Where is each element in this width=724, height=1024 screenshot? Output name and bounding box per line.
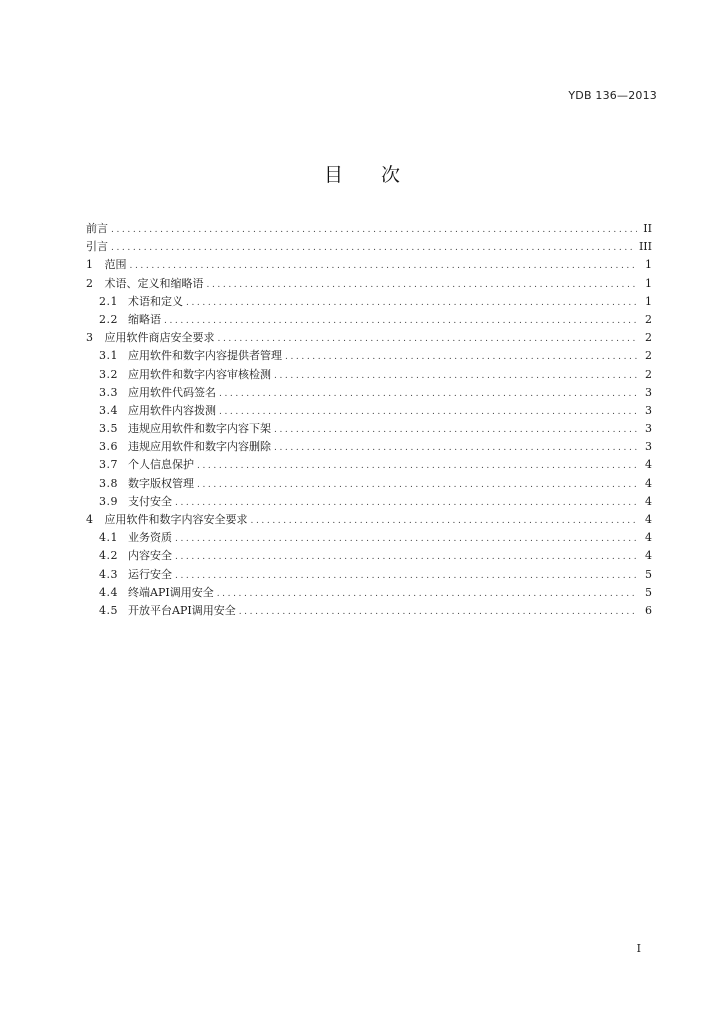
toc-entry[interactable] bbox=[86, 329, 652, 347]
toc-entry-page: 2 bbox=[645, 331, 652, 345]
toc-entry-label: 违规应用软件和数字内容下架 bbox=[128, 422, 271, 436]
toc-entry-label: 缩略语 bbox=[128, 312, 161, 326]
toc-dot-leader bbox=[164, 312, 638, 330]
toc-dot-leader bbox=[219, 385, 638, 403]
toc-entry[interactable] bbox=[86, 384, 652, 402]
toc-dot-leader bbox=[175, 494, 638, 512]
toc-entry[interactable] bbox=[86, 511, 652, 529]
toc-entry-page: 1 bbox=[645, 276, 652, 290]
toc-entry-number: 3.7 bbox=[99, 458, 118, 472]
toc-entry[interactable] bbox=[86, 475, 652, 493]
toc-entry-page: 1 bbox=[645, 258, 652, 272]
toc-entry-number: 3.3 bbox=[99, 385, 118, 399]
toc-entry-page: 3 bbox=[645, 385, 652, 399]
toc-entry-number: 3 bbox=[86, 331, 94, 345]
toc-entry-label: 范围 bbox=[104, 258, 127, 272]
toc-dot-leader bbox=[274, 421, 638, 439]
toc-entry[interactable] bbox=[86, 602, 652, 620]
toc-dot-leader bbox=[217, 585, 638, 603]
toc-entry-page: 3 bbox=[645, 422, 652, 436]
toc-entry[interactable] bbox=[86, 293, 652, 311]
toc-entry-page: 2 bbox=[645, 312, 652, 326]
toc-entry-label: 应用软件代码签名 bbox=[128, 385, 216, 399]
toc-entry-number: 4.2 bbox=[99, 549, 118, 563]
toc-entry[interactable] bbox=[86, 256, 652, 274]
toc-entry-label: 业务资质 bbox=[128, 531, 172, 545]
document-code: YDB 136—2013 bbox=[568, 89, 657, 102]
toc-dot-leader bbox=[175, 530, 638, 548]
toc-entry[interactable] bbox=[86, 347, 652, 365]
toc-entry-label: 应用软件和数字内容安全要求 bbox=[104, 513, 248, 526]
toc-dot-leader bbox=[130, 257, 639, 275]
toc-entry-page: 4 bbox=[645, 494, 652, 508]
toc-entry-number: 3.5 bbox=[99, 422, 118, 436]
toc-entry-number: 1 bbox=[86, 258, 94, 272]
toc-entry-number: 4.5 bbox=[99, 603, 118, 617]
toc-entry-label: 支付安全 bbox=[128, 494, 172, 508]
toc-entry-label: 前言 bbox=[86, 222, 108, 235]
toc-entry-label: 术语和定义 bbox=[128, 294, 183, 308]
toc-dot-leader bbox=[175, 567, 638, 585]
toc-entry-page: 2 bbox=[645, 367, 652, 381]
toc-dot-leader bbox=[186, 294, 638, 312]
toc-dot-leader bbox=[218, 330, 639, 348]
toc-entry-number: 4.1 bbox=[99, 531, 118, 545]
toc-dot-leader bbox=[285, 348, 638, 366]
toc-entry-number: 3.1 bbox=[99, 349, 118, 363]
toc-entry-page: 5 bbox=[645, 567, 652, 581]
toc-entry-number: 4 bbox=[86, 513, 94, 526]
toc-entry-number: 3.4 bbox=[99, 403, 118, 417]
toc-entry-page: 5 bbox=[645, 585, 652, 599]
toc-entry-page: II bbox=[643, 222, 652, 235]
toc-entry-number: 2.1 bbox=[99, 294, 118, 308]
toc-entry-number: 2.2 bbox=[99, 312, 118, 326]
toc-entry-label: 开放平台API调用安全 bbox=[128, 603, 236, 617]
toc-entry[interactable] bbox=[86, 438, 652, 456]
toc-entry[interactable] bbox=[86, 366, 652, 384]
toc-dot-leader bbox=[239, 603, 638, 621]
toc-entry[interactable] bbox=[86, 547, 652, 565]
toc-entry-label: 内容安全 bbox=[128, 549, 172, 563]
toc-dot-leader bbox=[111, 239, 633, 257]
toc-dot-leader bbox=[274, 367, 638, 385]
toc-dot-leader bbox=[207, 276, 639, 294]
toc-entry[interactable] bbox=[86, 402, 652, 420]
toc-dot-leader bbox=[175, 548, 638, 566]
toc-entry-number: 2 bbox=[86, 276, 94, 290]
table-of-contents bbox=[86, 220, 652, 620]
toc-entry-number: 3.8 bbox=[99, 476, 118, 490]
page-number: I bbox=[636, 942, 641, 955]
toc-entry-number: 4.4 bbox=[99, 585, 118, 599]
toc-entry[interactable] bbox=[86, 566, 652, 584]
toc-entry-label: 应用软件内容拨测 bbox=[128, 403, 216, 417]
toc-dot-leader bbox=[274, 439, 638, 457]
toc-entry-number: 3.2 bbox=[99, 367, 118, 381]
toc-entry-page: 6 bbox=[645, 603, 652, 617]
toc-entry-number: 4.3 bbox=[99, 567, 118, 581]
toc-entry[interactable] bbox=[86, 493, 652, 511]
toc-dot-leader bbox=[251, 512, 639, 530]
toc-entry-label: 终端API调用安全 bbox=[128, 585, 214, 599]
toc-entry-page: 3 bbox=[645, 440, 652, 454]
toc-entry-label: 数字版权管理 bbox=[128, 476, 194, 490]
toc-entry[interactable] bbox=[86, 584, 652, 602]
toc-entry-page: 4 bbox=[645, 531, 652, 545]
toc-entry-page: III bbox=[638, 240, 652, 254]
toc-dot-leader bbox=[197, 457, 638, 475]
toc-entry-page: 2 bbox=[645, 349, 652, 363]
toc-entry-label: 个人信息保护 bbox=[128, 458, 194, 472]
toc-entry-label: 应用软件和数字内容审核检测 bbox=[128, 367, 271, 381]
toc-entry-label: 应用软件和数字内容提供者管理 bbox=[128, 349, 282, 363]
toc-dot-leader bbox=[219, 403, 638, 421]
toc-entry[interactable] bbox=[86, 311, 652, 329]
toc-entry[interactable] bbox=[86, 238, 652, 256]
toc-entry-number: 3.6 bbox=[99, 440, 118, 454]
toc-entry[interactable] bbox=[86, 220, 652, 238]
toc-entry-page: 4 bbox=[645, 549, 652, 563]
toc-entry-number: 3.9 bbox=[99, 494, 118, 508]
toc-entry[interactable] bbox=[86, 275, 652, 293]
toc-entry-page: 4 bbox=[645, 513, 652, 526]
toc-entry[interactable] bbox=[86, 456, 652, 474]
toc-entry-page: 4 bbox=[645, 458, 652, 472]
toc-entry-label: 术语、定义和缩略语 bbox=[104, 276, 204, 290]
toc-entry[interactable] bbox=[86, 420, 652, 438]
toc-dot-leader bbox=[111, 221, 637, 239]
toc-entry-page: 3 bbox=[645, 403, 652, 417]
toc-entry[interactable] bbox=[86, 529, 652, 547]
toc-entry-label: 运行安全 bbox=[128, 567, 172, 581]
toc-entry-label: 违规应用软件和数字内容删除 bbox=[128, 440, 271, 454]
toc-entry-page: 1 bbox=[645, 294, 652, 308]
toc-dot-leader bbox=[197, 476, 638, 494]
toc-entry-label: 应用软件商店安全要求 bbox=[104, 331, 215, 345]
toc-title: 目 次 bbox=[323, 164, 417, 186]
toc-entry-label: 引言 bbox=[86, 240, 108, 254]
toc-entry-page: 4 bbox=[645, 476, 652, 490]
